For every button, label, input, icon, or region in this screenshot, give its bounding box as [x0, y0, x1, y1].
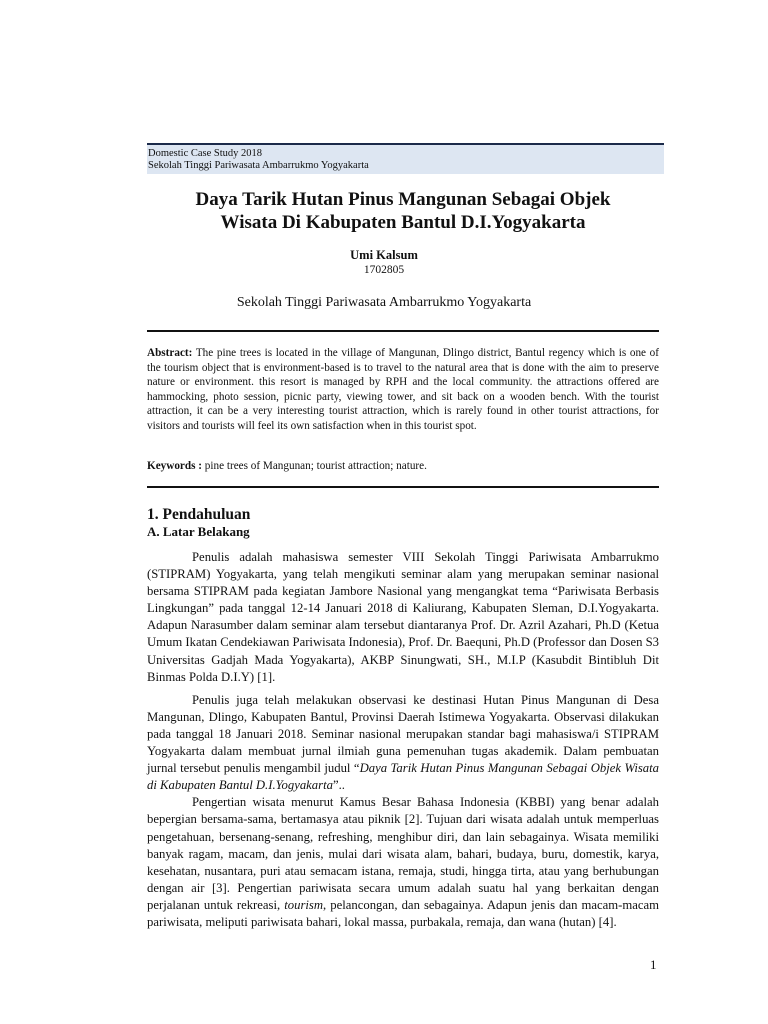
header-institution: Sekolah Tinggi Pariwasata Ambarrukmo Yogyakarta — [148, 160, 369, 171]
running-header — [147, 143, 664, 174]
abstract — [147, 346, 659, 434]
paragraph-3-text: Pengertian wisata menurut Kamus Besar Bahasa Indonesia (KBBI) yang benar adalah bepergian bersama-sama, bertamasya atau piknik [2]. Tujuan dari wisata adalah untuk memperluas pengetahuan, bersenang-senang, refreshing, menghibur diri, dan lain sebagainya. Wisata memiliki banyak ragam, macam, dan jenis, mulai dari wisata alam, bahari, budaya, buru, domestik, karya, kesehatan, nusantara, puri atau semacam istana, remaja, studi, hingga tirta, atau yang berhubungan dengan air [3]. Pengertian pariwisata secara umum adalah suatu hal yang berkaitan dengan perjalanan untuk rekreasi, — [147, 795, 659, 912]
paragraph-2-journal-title: Daya Tarik Hutan Pinus Mangunan Sebagai Objek Wisata di Kabupaten Bantul D.I.Yogyakarta — [147, 761, 660, 793]
abstract-text: The pine trees is located in the village of Mangunan, Dlingo district, Bantul regency which is one of the tourism object that is environment-based is to travel to the natural area that is done with the aim to preserve nature or environment. this resort is managed by RPH and the local community. the attractions offered are hammocking, photo session, picnic party, viewing tower, and sit back on a wooden bench. With the tourist attraction, it can be a very interesting tourist attraction, which is rarely found in other tourist attractions, for visitors and tourists will feel its own satisfaction when in this tourist spot. — [147, 347, 659, 432]
author-student-id: 1702805 — [363, 264, 405, 276]
page-number: 1 — [650, 957, 657, 972]
paragraph-2-end: ”.. — [332, 778, 345, 793]
divider-top — [147, 330, 659, 332]
title-line-1: Daya Tarik Hutan Pinus Mangunan Sebagai Objek — [195, 189, 611, 210]
paragraph-1: Penulis adalah mahasiswa semester VIII Sekolah Tinggi Pariwisata Ambarrukmo (STIPRAM) Yogyakarta, yang telah mengikuti seminar alam yang merupakan seminar nasional bersama STIPRAM pada kegiatan Jambore Nasional yang mengangkat tema “Pariwisata Berbasis Lingkungan” pada tanggal 12-14 Januari 2018 di Kaliurang, Kabupaten Sleman, D.I.Yogyakarta. Adapun Narasumber dalam seminar alam tersebut diantaranya Prof. Dr. Azril Azahari, Ph.D (Ketua Umum Ikatan Cendekiawan Pariwisata Indonesia), Prof. Dr. Baequni, Ph.D (Professor dan Dosen S3 Universitas Gadjah Mada Yogyakarta), AKBP Sinungwati, SH., M.I.P (Kasubdit Bintibluh Dit Binmas Polda D.I.Y) [1]. — [147, 550, 659, 684]
paragraph-2-text: Penulis juga telah melakukan observasi ke destinasi Hutan Pinus Mangunan di Desa Mangunan, Dlingo, Kabupaten Bantul, Provinsi Daerah Istimewa Yogyakarta. Observasi dilakukan pada tanggal 18 Januari 2018. Seminar nasional merupakan standar bagi mahasiswa/i STIPRAM Yogyakarta dalam membuat jurnal ilmiah guna pemenuhan tugas akademik. Dalam pembuatan jurnal tersebut penulis mengambil judul “ — [147, 692, 659, 776]
divider-bottom — [147, 486, 659, 488]
paragraph-2 — [147, 692, 659, 795]
keywords-label: Keywords : — [147, 460, 202, 472]
keywords — [147, 459, 659, 473]
paragraph-3 — [147, 794, 659, 931]
paper-title — [130, 188, 676, 234]
paragraph-3-end: , pelancongan, dan sebagainya. Adapun jenis dan macam-macam pariwisata, meliputi pariwisata bahari, lokal massa, purbakala, remaja, dan wana (hutan) [4]. — [147, 897, 659, 929]
title-line-2: Wisata Di Kabupaten Bantul D.I.Yogyakarta — [220, 212, 586, 233]
paragraph-3-tourism: tourism — [284, 897, 324, 912]
author-name: Umi Kalsum — [350, 248, 418, 262]
author-affiliation: Sekolah Tinggi Pariwasata Ambarrukmo Yogyakarta — [236, 295, 532, 310]
section-heading: 1. Pendahuluan — [147, 506, 251, 523]
abstract-label: Abstract: — [147, 347, 193, 359]
header-conference: Domestic Case Study 2018 — [148, 148, 263, 159]
body-text — [147, 549, 659, 931]
subsection-heading: A. Latar Belakang — [147, 524, 250, 539]
keywords-text: pine trees of Mangunan; tourist attraction; nature. — [202, 460, 427, 472]
